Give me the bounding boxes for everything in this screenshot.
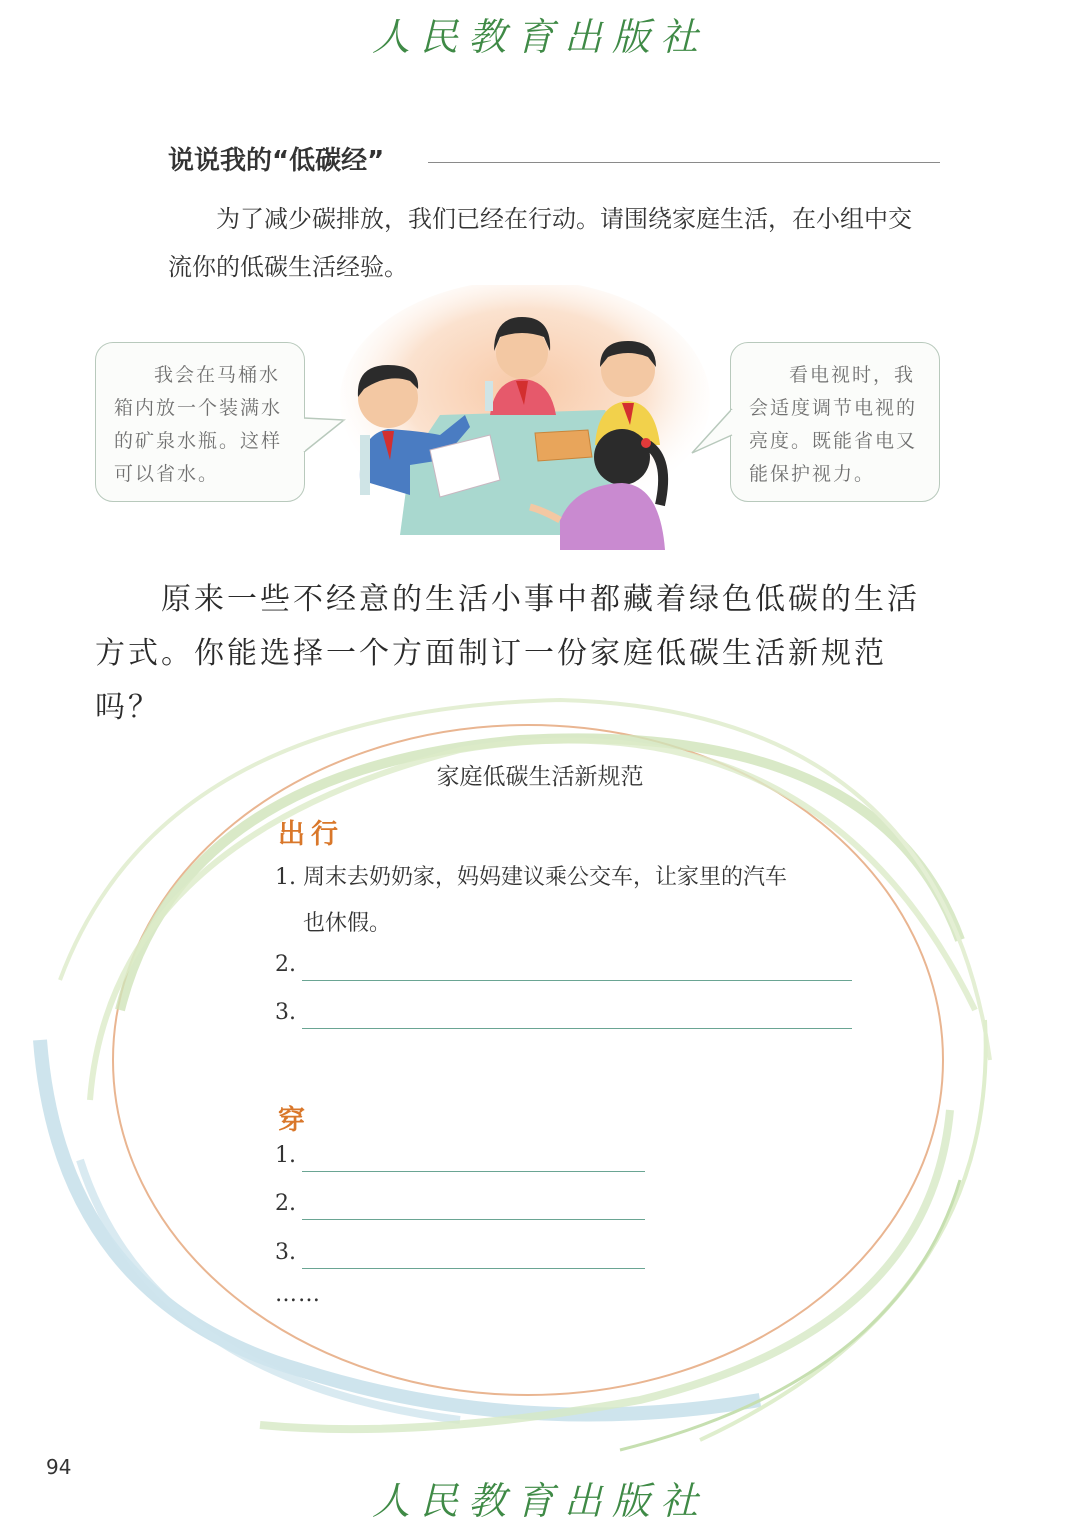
bubble-left-line: 箱内放一个装满水 [114,397,283,419]
item-number: 3. [275,1240,296,1265]
intro-line-2: 流你的低碳生活经验。 [168,253,408,281]
children-discussion-illustration [330,285,710,550]
bubble-right-line: 会适度调节电视的 [749,397,918,419]
page-number: 94 [46,1455,72,1479]
bubble-right-line: 能保护视力。 [749,463,876,485]
intro-paragraph [168,195,943,291]
clothing-item-1 [275,1143,301,1168]
item-number: 1. [275,1143,296,1168]
question-line-2: 方式。你能选择一个方面制订一份家庭低碳生活新规范吗？ [95,636,887,725]
clothing-item-3 [275,1240,301,1265]
speech-bubble-right [730,342,940,502]
bubble-right-line: 看电视时，我 [789,364,916,386]
form-title: 家庭低碳生活新规范 [436,764,644,790]
travel-item-1 [275,855,875,947]
category-travel-heading: 出行 [278,819,344,850]
section-title: 说说我的“低碳经” [168,146,385,176]
speech-bubble-left [95,342,305,502]
swirl-frame-decoration [0,680,1080,1470]
answer-line[interactable] [302,1028,852,1029]
travel-item-1-text: 周末去奶奶家，妈妈建议乘公交车，让家里的汽车 [303,865,788,890]
intro-line-1: 为了减少碳排放，我们已经在行动。请围绕家庭生活，在小组中交 [216,205,912,233]
question-line-1: 原来一些不经意的生活小事中都藏着绿色低碳的生活 [161,582,920,617]
bubble-left-line: 我会在马桶水 [154,364,281,386]
answer-line[interactable] [302,1268,645,1269]
publisher-watermark-top: 人民教育出版社 [371,15,708,59]
title-rule [428,162,940,163]
category-clothing-heading: 穿 [278,1105,311,1136]
clothing-item-2 [275,1191,301,1216]
travel-item-1-continuation: 也休假。 [303,911,392,936]
item-number: 2. [275,952,296,977]
travel-item-2 [275,952,301,977]
publisher-watermark-bottom: 人民教育出版社 [371,1479,708,1523]
item-number: 1. [275,865,296,890]
bubble-right-line: 亮度。既能省电又 [749,430,918,452]
item-number: 3. [275,1000,296,1025]
item-number: 2. [275,1191,296,1216]
travel-item-3 [275,1000,301,1025]
ellipsis: …… [275,1282,321,1307]
answer-line[interactable] [302,980,852,981]
bubble-left-line: 的矿泉水瓶。这样 [114,430,283,452]
bubble-left-line: 可以省水。 [114,463,220,485]
answer-line[interactable] [302,1219,645,1220]
answer-line[interactable] [302,1171,645,1172]
